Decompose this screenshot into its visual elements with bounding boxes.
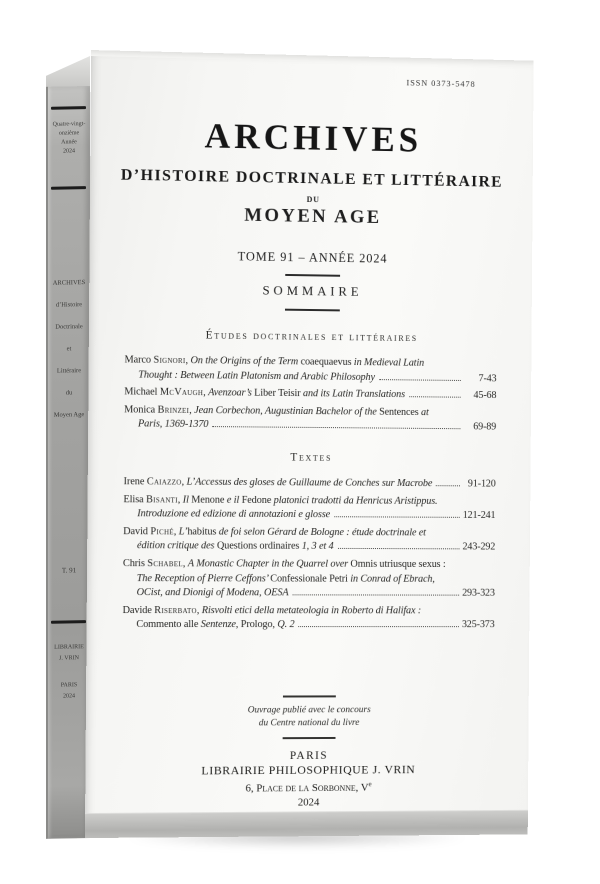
page-top-edge — [46, 56, 90, 88]
issn-number: ISSN 0373-5478 — [406, 77, 476, 89]
author-surname: Schabel — [147, 558, 183, 570]
entry-text: e il — [226, 494, 242, 506]
spine-line: d’Histoire — [55, 301, 83, 309]
page-range: 121-241 — [462, 510, 496, 522]
entry-text: Jean Corbechon, Augustinian Bachelor of the — [194, 404, 380, 418]
toc-entry — [124, 403, 496, 435]
author-surname: Riserbato — [154, 604, 197, 616]
toc-section-heading: Textes — [290, 451, 333, 464]
spine-line: Moyen Age — [53, 411, 85, 419]
entry-text: , — [182, 558, 188, 570]
toc — [122, 328, 497, 635]
dotted-leader — [298, 626, 458, 627]
funding-notice-line2: du Centre national du livre — [258, 718, 360, 729]
author-surname: Piché — [150, 526, 174, 538]
entry-text: , — [203, 387, 209, 399]
sommaire-heading: SOMMAIRE — [262, 282, 363, 299]
dotted-leader — [334, 516, 460, 518]
entry-text: and its Latin Translations — [302, 388, 406, 401]
entry-text: 1, 3 et 4 — [301, 541, 334, 553]
entry-text: Thought : Between Latin Platonism and Arabic Philosophy — [138, 369, 375, 383]
divider-rule — [285, 309, 340, 312]
page-range: 45-68 — [473, 390, 497, 402]
entry-text: Fedone — [241, 494, 274, 506]
entry-text: in Conrad of Ebrach, — [350, 573, 435, 585]
dotted-leader — [338, 548, 460, 549]
entry-text: Davide — [122, 604, 155, 616]
entry-text: , — [185, 355, 191, 367]
entry-text: Sentences — [379, 406, 422, 418]
spine-rule — [51, 620, 86, 624]
entry-text: Introduzione ed edizione di annotazioni e glosse — [137, 508, 331, 521]
entry-text: David — [123, 525, 151, 538]
toc-entry-line — [123, 572, 495, 587]
tome-year-line: TOME 91 – ANNÉE 2024 — [237, 249, 388, 266]
entry-text: coaequaevus — [300, 356, 354, 368]
spine-line: J. VRIN — [59, 655, 79, 662]
publisher-block — [85, 748, 528, 812]
spine-line: onzième — [58, 130, 80, 137]
toc-entry — [124, 353, 496, 386]
spine-city-block — [48, 680, 90, 703]
entry-text: Chris — [122, 558, 148, 570]
spine-publisher-block — [48, 642, 90, 665]
cover-content — [85, 50, 534, 838]
spine-year-block — [48, 120, 90, 157]
funding-notice-text — [86, 704, 529, 731]
spine-line: Littéraire — [56, 367, 82, 375]
toc-entry-line — [124, 386, 496, 404]
publisher-name: LIBRAIRIE PHILOSOPHIQUE J. VRIN — [201, 762, 416, 778]
spine-line: ARCHIVES — [52, 279, 86, 287]
entry-text: platonici tradotti da Henricus Aristippus. — [273, 494, 438, 507]
toc-entry — [123, 525, 495, 555]
entry-text: , — [173, 526, 179, 538]
entry-text: Monica — [124, 404, 158, 416]
front-cover — [85, 50, 534, 838]
entry-text: A Monastic Chapter in the Quarrel over — [187, 558, 351, 570]
publisher-year: 2024 — [297, 796, 320, 809]
entry-text: Paris, 1369-1370 — [137, 418, 209, 431]
entry-text: Marco — [124, 354, 154, 366]
entry-text: Omnis utriusque sexus : — [350, 558, 446, 570]
author-surname: McVaugh — [159, 386, 204, 399]
entry-text: , — [181, 476, 187, 488]
entry-text: habitus — [187, 526, 219, 538]
entry-text: édition critique des — [136, 540, 217, 552]
spine-rule — [51, 186, 86, 190]
entry-text: at — [421, 406, 429, 418]
funding-notice — [86, 695, 529, 740]
book-spine — [46, 86, 90, 839]
toc-section-heading: Études doctrinales et littéraires — [205, 329, 418, 345]
entry-text: On the Origins of the Term — [190, 355, 301, 368]
dotted-leader — [409, 396, 461, 398]
entry-text: Il — [182, 494, 192, 506]
entry-text: The Reception of Pierre Ceffons’ — [136, 572, 271, 584]
toc-entry-line — [124, 368, 496, 386]
toc-entry-line — [123, 525, 495, 541]
toc-entry — [122, 604, 494, 633]
page-range: 7-43 — [478, 372, 497, 384]
dotted-leader — [379, 379, 461, 381]
page-range: 69-89 — [473, 421, 497, 433]
page-range: 91-120 — [467, 478, 496, 490]
toc-entry-line — [124, 418, 496, 436]
toc-entry-line — [123, 586, 495, 601]
page-range: 325-373 — [461, 619, 495, 631]
entry-text: , — [189, 404, 195, 416]
divider-rule — [285, 274, 340, 277]
journal-du: DU — [306, 194, 320, 205]
toc-entry-line — [123, 507, 495, 523]
spine-line: Quatre-vingt- — [52, 121, 86, 128]
dotted-leader — [292, 594, 459, 595]
toc-entry-line — [124, 475, 496, 492]
author-surname: Bisanti — [146, 493, 178, 506]
entry-text: , Prologo, — [235, 619, 278, 631]
entry-text: Q. 2 — [277, 619, 295, 631]
entry-text: Michael — [124, 386, 160, 398]
entry-text: L’ — [178, 526, 188, 538]
author-surname: Caiazzo — [146, 476, 182, 488]
entry-text: L’Accessus des gloses de Guillaume de Conches sur Macrobe — [186, 476, 433, 490]
entry-text: Avenzoar’s — [208, 387, 255, 399]
author-surname: Brinzei — [157, 404, 190, 416]
spine-line: Année — [61, 139, 77, 146]
toc-entry — [124, 386, 496, 404]
dotted-leader — [436, 485, 460, 486]
spine-line: du — [65, 389, 73, 397]
spine-line: Doctrinale — [55, 323, 83, 331]
entry-text: Confessionale Petri — [270, 573, 351, 585]
entry-text: Risvolti etici della metateologia in Roberto di Halifax : — [201, 604, 422, 616]
toc-entry-line — [122, 618, 494, 633]
entry-text: Elisa — [123, 493, 147, 505]
author-surname: Signori — [153, 354, 186, 367]
spine-line: PARIS — [60, 682, 78, 689]
entry-text: Irene — [123, 476, 147, 488]
journal-subtitle-2: MOYEN AGE — [244, 204, 382, 228]
publisher-address-text: 6, Place de la Sorbonne, V — [245, 781, 369, 795]
spine-line: 2024 — [63, 148, 75, 155]
divider-rule — [283, 737, 336, 739]
toc-entry — [124, 475, 496, 492]
journal-subtitle: D’HISTOIRE DOCTRINALE ET LITTÉRAIRE — [120, 166, 504, 191]
spine-line: et — [66, 345, 72, 353]
spine-rule — [51, 106, 86, 110]
spine-title-block — [48, 272, 90, 427]
entry-text: Commento alle — [136, 619, 201, 631]
divider-rule — [283, 695, 336, 697]
entry-text: OCist, and Dionigi of Modena, OESA — [136, 587, 289, 599]
toc-entry — [123, 557, 496, 601]
cover-bottom-edge — [85, 810, 528, 838]
journal-title: ARCHIVES — [204, 115, 423, 160]
page-range: 293-323 — [462, 587, 495, 599]
entry-text: in Medieval Latin — [353, 357, 425, 369]
spine-line: LIBRAIRIE — [54, 644, 84, 651]
toc-entry-line — [122, 604, 494, 619]
entry-text: Questions ordinaires — [216, 540, 302, 553]
spine-tome: T. 91 — [61, 566, 77, 575]
entry-text: de foi selon Gérard de Bologne : étude doctrinale et — [218, 526, 426, 539]
toc-entry-line — [123, 539, 495, 555]
entry-text: , — [177, 494, 183, 506]
entry-text: Menone — [191, 494, 227, 506]
entry-text: , — [196, 604, 202, 616]
funding-notice-line1: Ouvrage publié avec le concours — [247, 705, 371, 716]
publisher-address-sup: e — [368, 780, 372, 789]
spine-line: 2024 — [63, 693, 75, 700]
toc-entry-line — [123, 557, 495, 573]
entry-text: Liber Teisir — [254, 387, 304, 400]
entry-text: Sentenze — [200, 619, 236, 631]
dotted-leader — [212, 426, 460, 429]
toc-entry — [123, 493, 495, 524]
page-range: 243-292 — [462, 541, 496, 553]
publisher-city: PARIS — [289, 749, 329, 762]
